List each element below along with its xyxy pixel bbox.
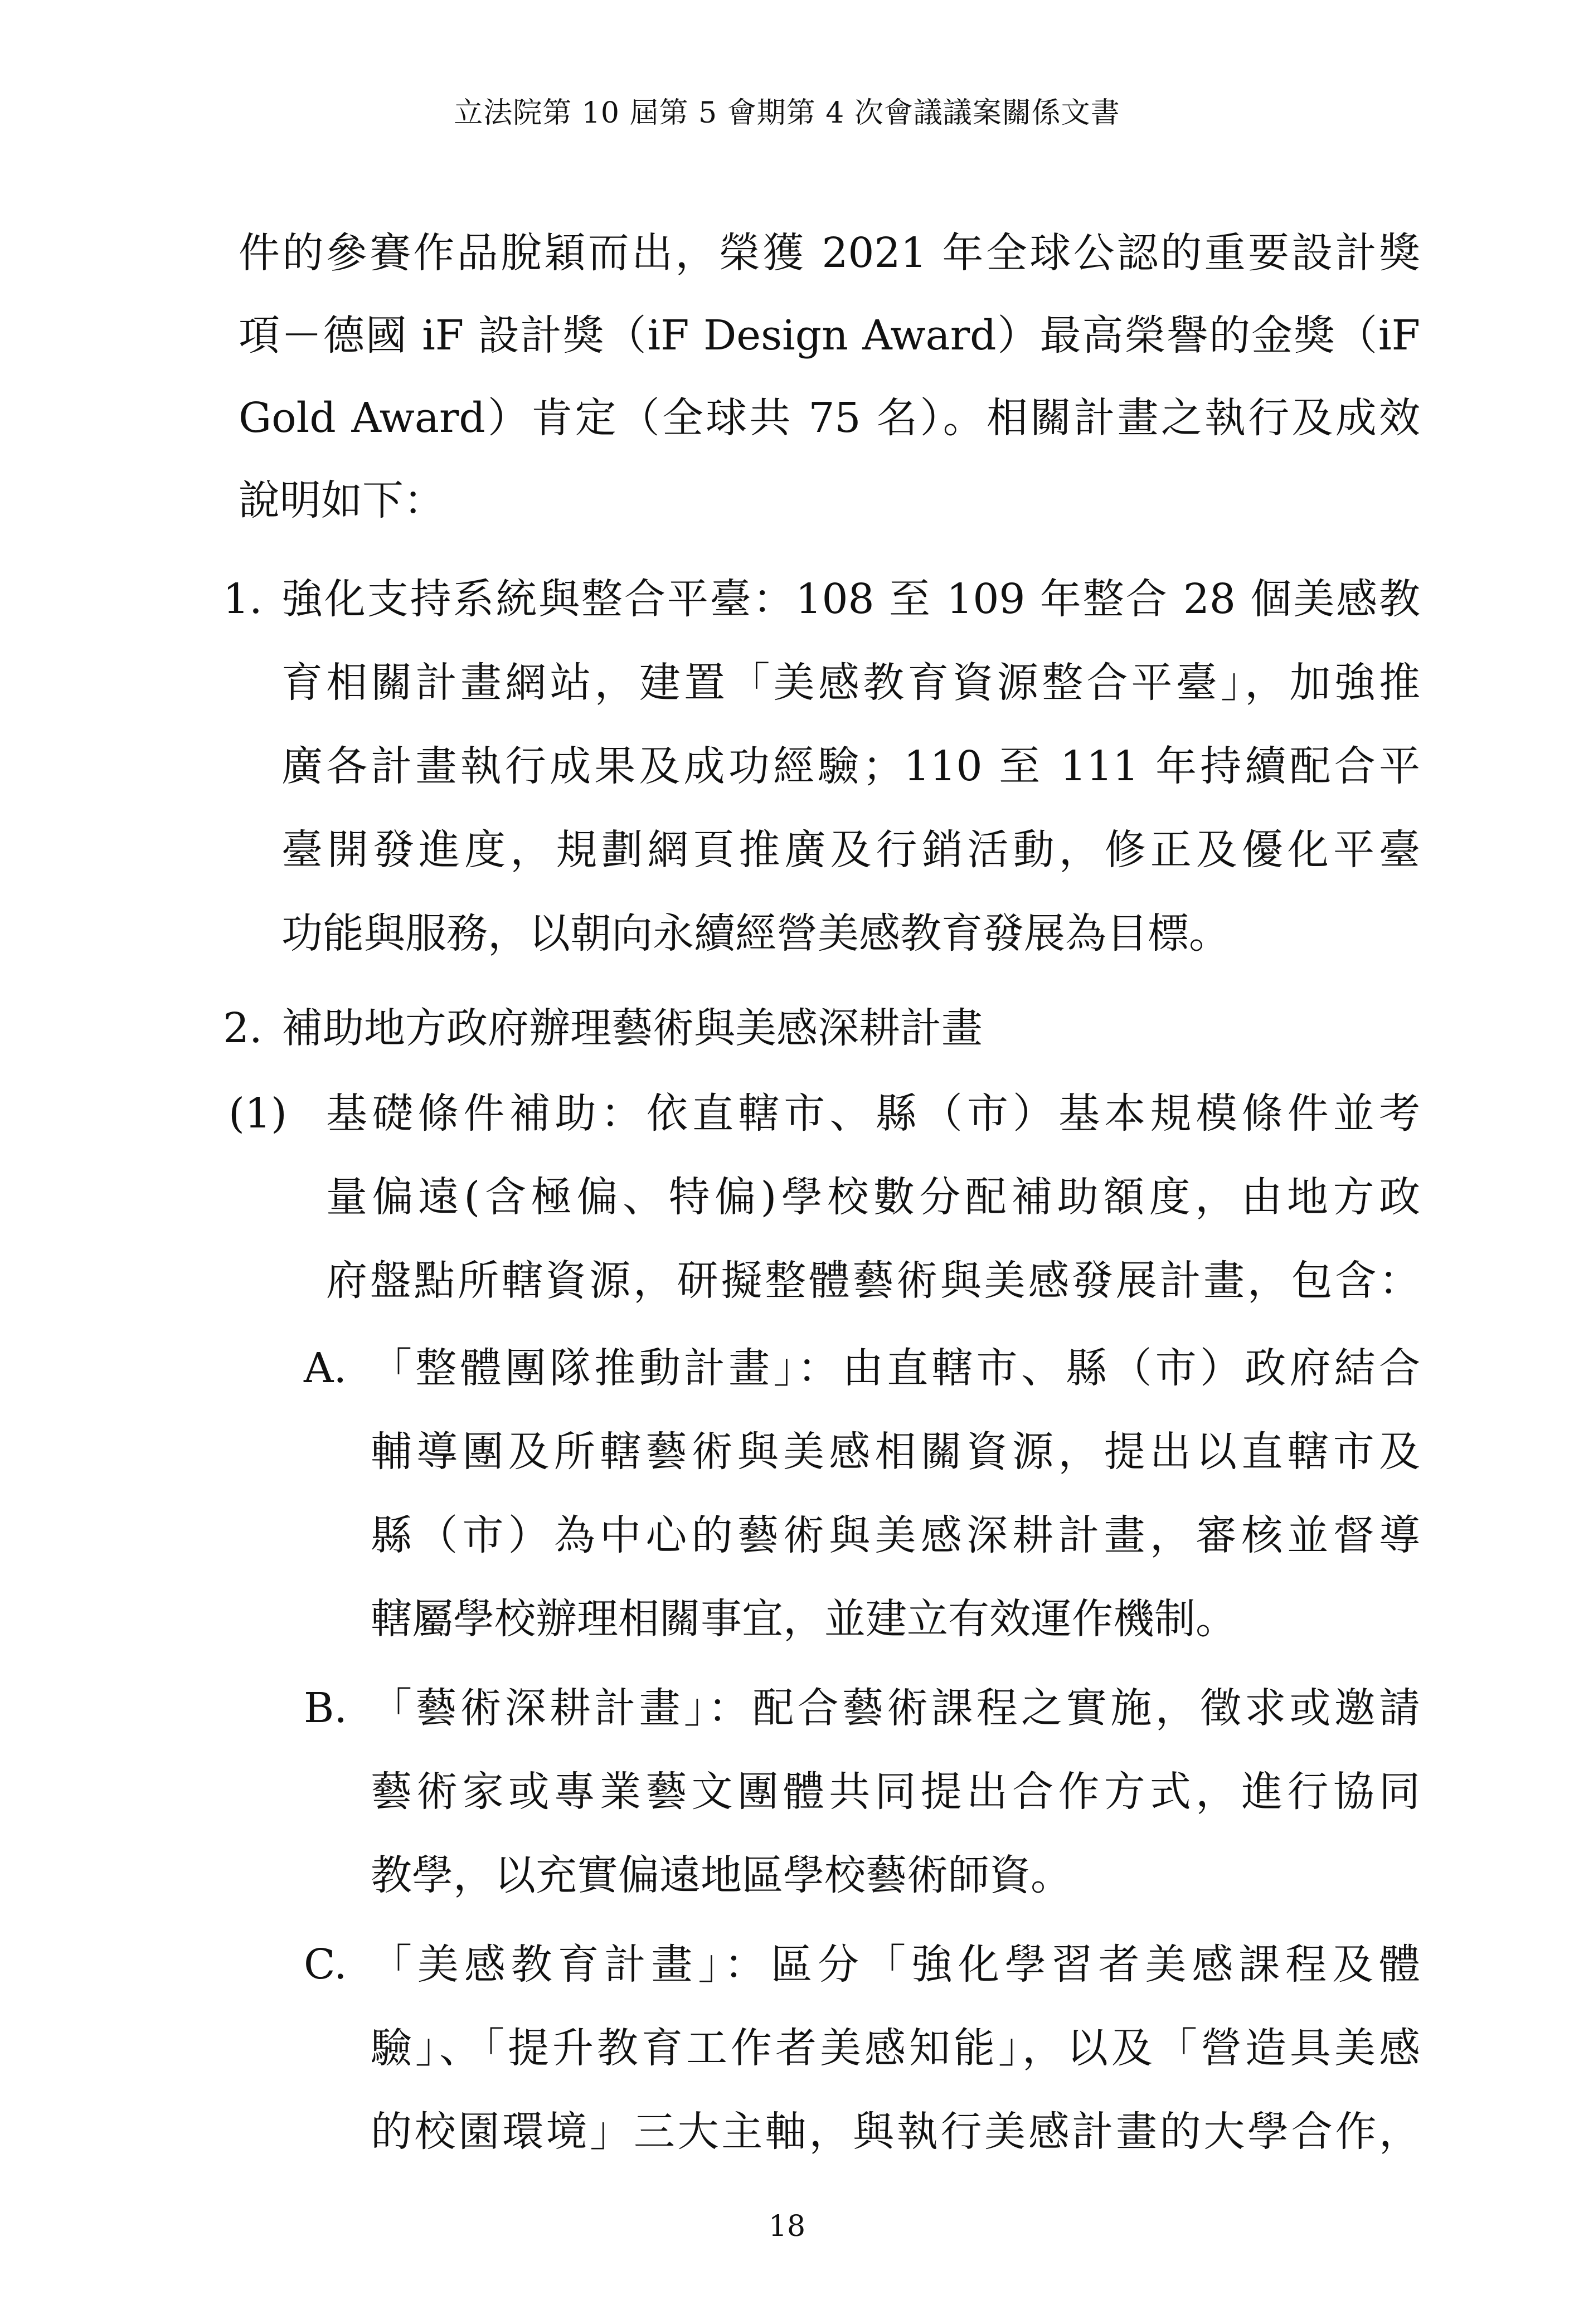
sub-1-line-1: 基礎條件補助：依直轄市、縣（市）基本規模條件並考 — [326, 1090, 1420, 1137]
intro-line-1: 件的參賽作品脫穎而出，榮獲 2021 年全球公認的重要設計獎 — [239, 229, 1420, 277]
intro-line-3: Gold Award）肯定（全球共 75 名）。相關計畫之執行及成效 — [239, 394, 1420, 442]
sub-a-line-1: 「整體團隊推動計畫」：由直轄市、縣（市）政府結合 — [371, 1344, 1420, 1392]
item-1-line-2: 育相關計畫網站，建置「美感教育資源整合平臺」，加強推 — [281, 659, 1420, 707]
item-1-line-3: 廣各計畫執行成果及成功經驗；110 至 111 年持續配合平 — [281, 742, 1420, 790]
sub-a-marker: A. — [304, 1344, 347, 1392]
sub-1-line-2: 量偏遠(含極偏、特偏)學校數分配補助額度，由地方政 — [326, 1173, 1420, 1221]
document-header: 立法院第 10 屆第 5 會期第 4 次會議議案關係文書 — [454, 96, 1120, 130]
sub-b-line-2: 藝術家或專業藝文團體共同提出合作方式，進行協同 — [371, 1768, 1420, 1816]
item-1-line-4: 臺開發進度，規劃網頁推廣及行銷活動，修正及優化平臺 — [281, 826, 1420, 874]
sub-c-line-3: 的校園環境」三大主軸，與執行美感計畫的大學合作， — [371, 2108, 1420, 2156]
intro-line-2: 項－德國 iF 設計獎（iF Design Award）最高榮譽的金獎（iF — [239, 312, 1420, 359]
item-1-number: 1. — [223, 575, 263, 623]
sub-1-number: (1) — [229, 1090, 287, 1137]
sub-a-line-4: 轄屬學校辦理相關事宜，並建立有效運作機制。 — [371, 1595, 1237, 1643]
intro-line-4: 說明如下： — [239, 477, 445, 524]
sub-b-marker: B. — [304, 1684, 347, 1732]
sub-a-line-2: 輔導團及所轄藝術與美感相關資源，提出以直轄市及 — [371, 1428, 1420, 1476]
sub-a-line-3: 縣（市）為中心的藝術與美感深耕計畫，審核並督導 — [371, 1511, 1420, 1559]
item-2-title: 補助地方政府辦理藝術與美感深耕計畫 — [281, 1004, 983, 1052]
sub-b-line-1: 「藝術深耕計畫」：配合藝術課程之實施，徵求或邀請 — [371, 1684, 1420, 1732]
sub-b-line-3: 教學，以充實偏遠地區學校藝術師資。 — [371, 1851, 1072, 1899]
item-1-line-5: 功能與服務，以朝向永續經營美感教育發展為目標。 — [281, 910, 1230, 957]
sub-c-marker: C. — [304, 1941, 347, 1988]
item-2-number: 2. — [223, 1004, 263, 1052]
sub-1-line-3: 府盤點所轄資源，研擬整體藝術與美感發展計畫，包含： — [326, 1257, 1420, 1305]
sub-c-line-2: 驗」、「提升教育工作者美感知能」，以及「營造具美感 — [371, 2024, 1420, 2072]
sub-c-line-1: 「美感教育計畫」：區分「強化學習者美感課程及體 — [371, 1941, 1420, 1988]
item-1-line-1: 強化支持系統與整合平臺：108 至 109 年整合 28 個美感教 — [281, 575, 1420, 623]
page-number: 18 — [768, 2210, 806, 2243]
